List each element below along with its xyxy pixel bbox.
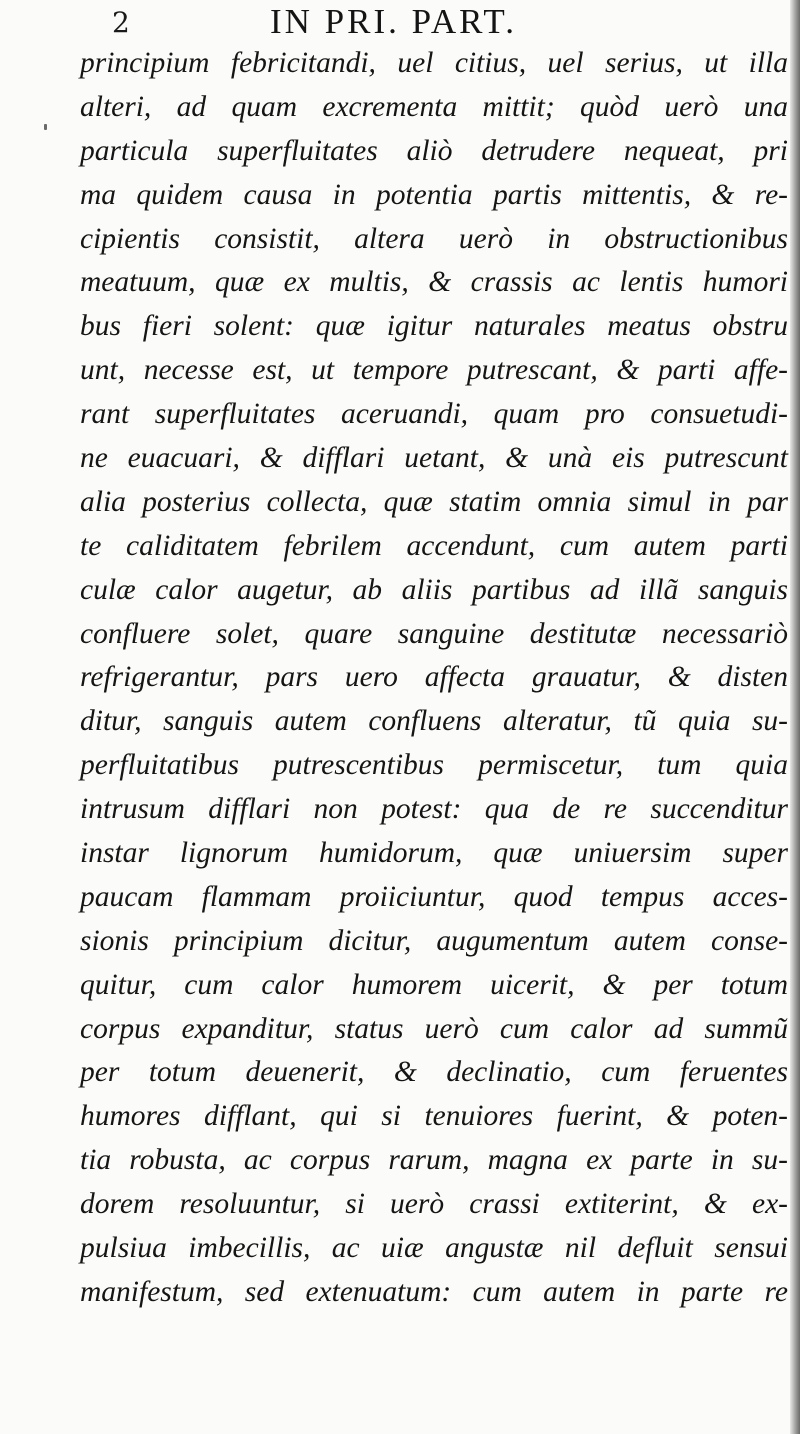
text-line-21: sionis principium dicitur, augumentum autem conse- <box>80 924 788 957</box>
text-line-4: ma quidem causa in potentia partis mittentis, & re- <box>80 178 788 211</box>
body-text <box>80 42 788 1315</box>
text-line-11: alia posterius collecta, quæ statim omnia simul in par <box>80 485 788 518</box>
text-line-24: per totum deuenerit, & declinatio, cum feruentes <box>80 1056 788 1089</box>
ink-speck <box>44 124 47 130</box>
text-line-20: paucam flammam proiiciuntur, quod tempus acces- <box>80 880 788 913</box>
page-number: 2 <box>112 6 130 39</box>
text-line-26: tia robusta, ac corpus rarum, magna ex parte in su- <box>80 1144 788 1177</box>
text-line-10: ne euacuari, & difflari uetant, & unà eis putrescunt <box>80 442 788 475</box>
text-line-13: culæ calor augetur, ab aliis partibus ad illã sanguis <box>80 573 788 606</box>
running-head: IN PRI. PART. <box>270 2 517 41</box>
text-line-6: meatuum, quæ ex multis, & crassis ac lentis humori <box>80 266 788 299</box>
text-line-5: cipientis consistit, altera uerò in obstructionibus <box>80 222 788 255</box>
text-line-27: dorem resoluuntur, si uerò crassi extiterint, & ex- <box>80 1188 788 1221</box>
text-line-16: ditur, sanguis autem confluens alteratur, tũ quia su- <box>80 705 788 738</box>
text-line-18: intrusum difflari non potest: qua de re succenditur <box>80 793 788 826</box>
text-line-19: instar lignorum humidorum, quæ uniuersim super <box>80 837 788 870</box>
text-line-1: principium febricitandi, uel citius, uel serius, ut illa <box>80 47 788 79</box>
text-line-2: alteri, ad quam excrementa mittit; quòd uerò una <box>80 90 788 123</box>
text-line-12: te caliditatem febrilem accendunt, cum autem parti <box>80 529 788 562</box>
text-line-28: pulsiua imbecillis, ac uiæ angustæ nil defluit sensui <box>80 1232 788 1265</box>
text-line-25: humores difflant, qui si tenuiores fuerint, & poten- <box>80 1100 788 1133</box>
text-line-7: bus fieri solent: quæ igitur naturales meatus obstru <box>80 310 788 343</box>
text-line-9: rant superfluitates aceruandi, quam pro consuetudi- <box>80 398 788 431</box>
text-line-22: quitur, cum calor humorem uicerit, & per totum <box>80 968 788 1001</box>
text-line-23: corpus expanditur, status uerò cum calor ad summũ <box>80 1012 788 1045</box>
text-line-8: unt, necesse est, ut tempore putrescant, & parti affe- <box>80 354 788 387</box>
text-line-14: confluere solet, quare sanguine destitutæ necessariò <box>80 617 788 650</box>
page-edge-shadow <box>790 0 800 1434</box>
text-line-17: perfluitatibus putrescentibus permiscetur, tum quia <box>80 749 788 782</box>
text-line-3: particula superfluitates aliò detrudere nequeat, pri <box>80 134 788 167</box>
page-header <box>0 2 800 42</box>
text-line-29: manifestum, sed extenuatum: cum autem in parte re <box>80 1275 788 1308</box>
text-line-15: refrigerantur, pars uero affecta grauatur, & disten <box>80 661 788 694</box>
